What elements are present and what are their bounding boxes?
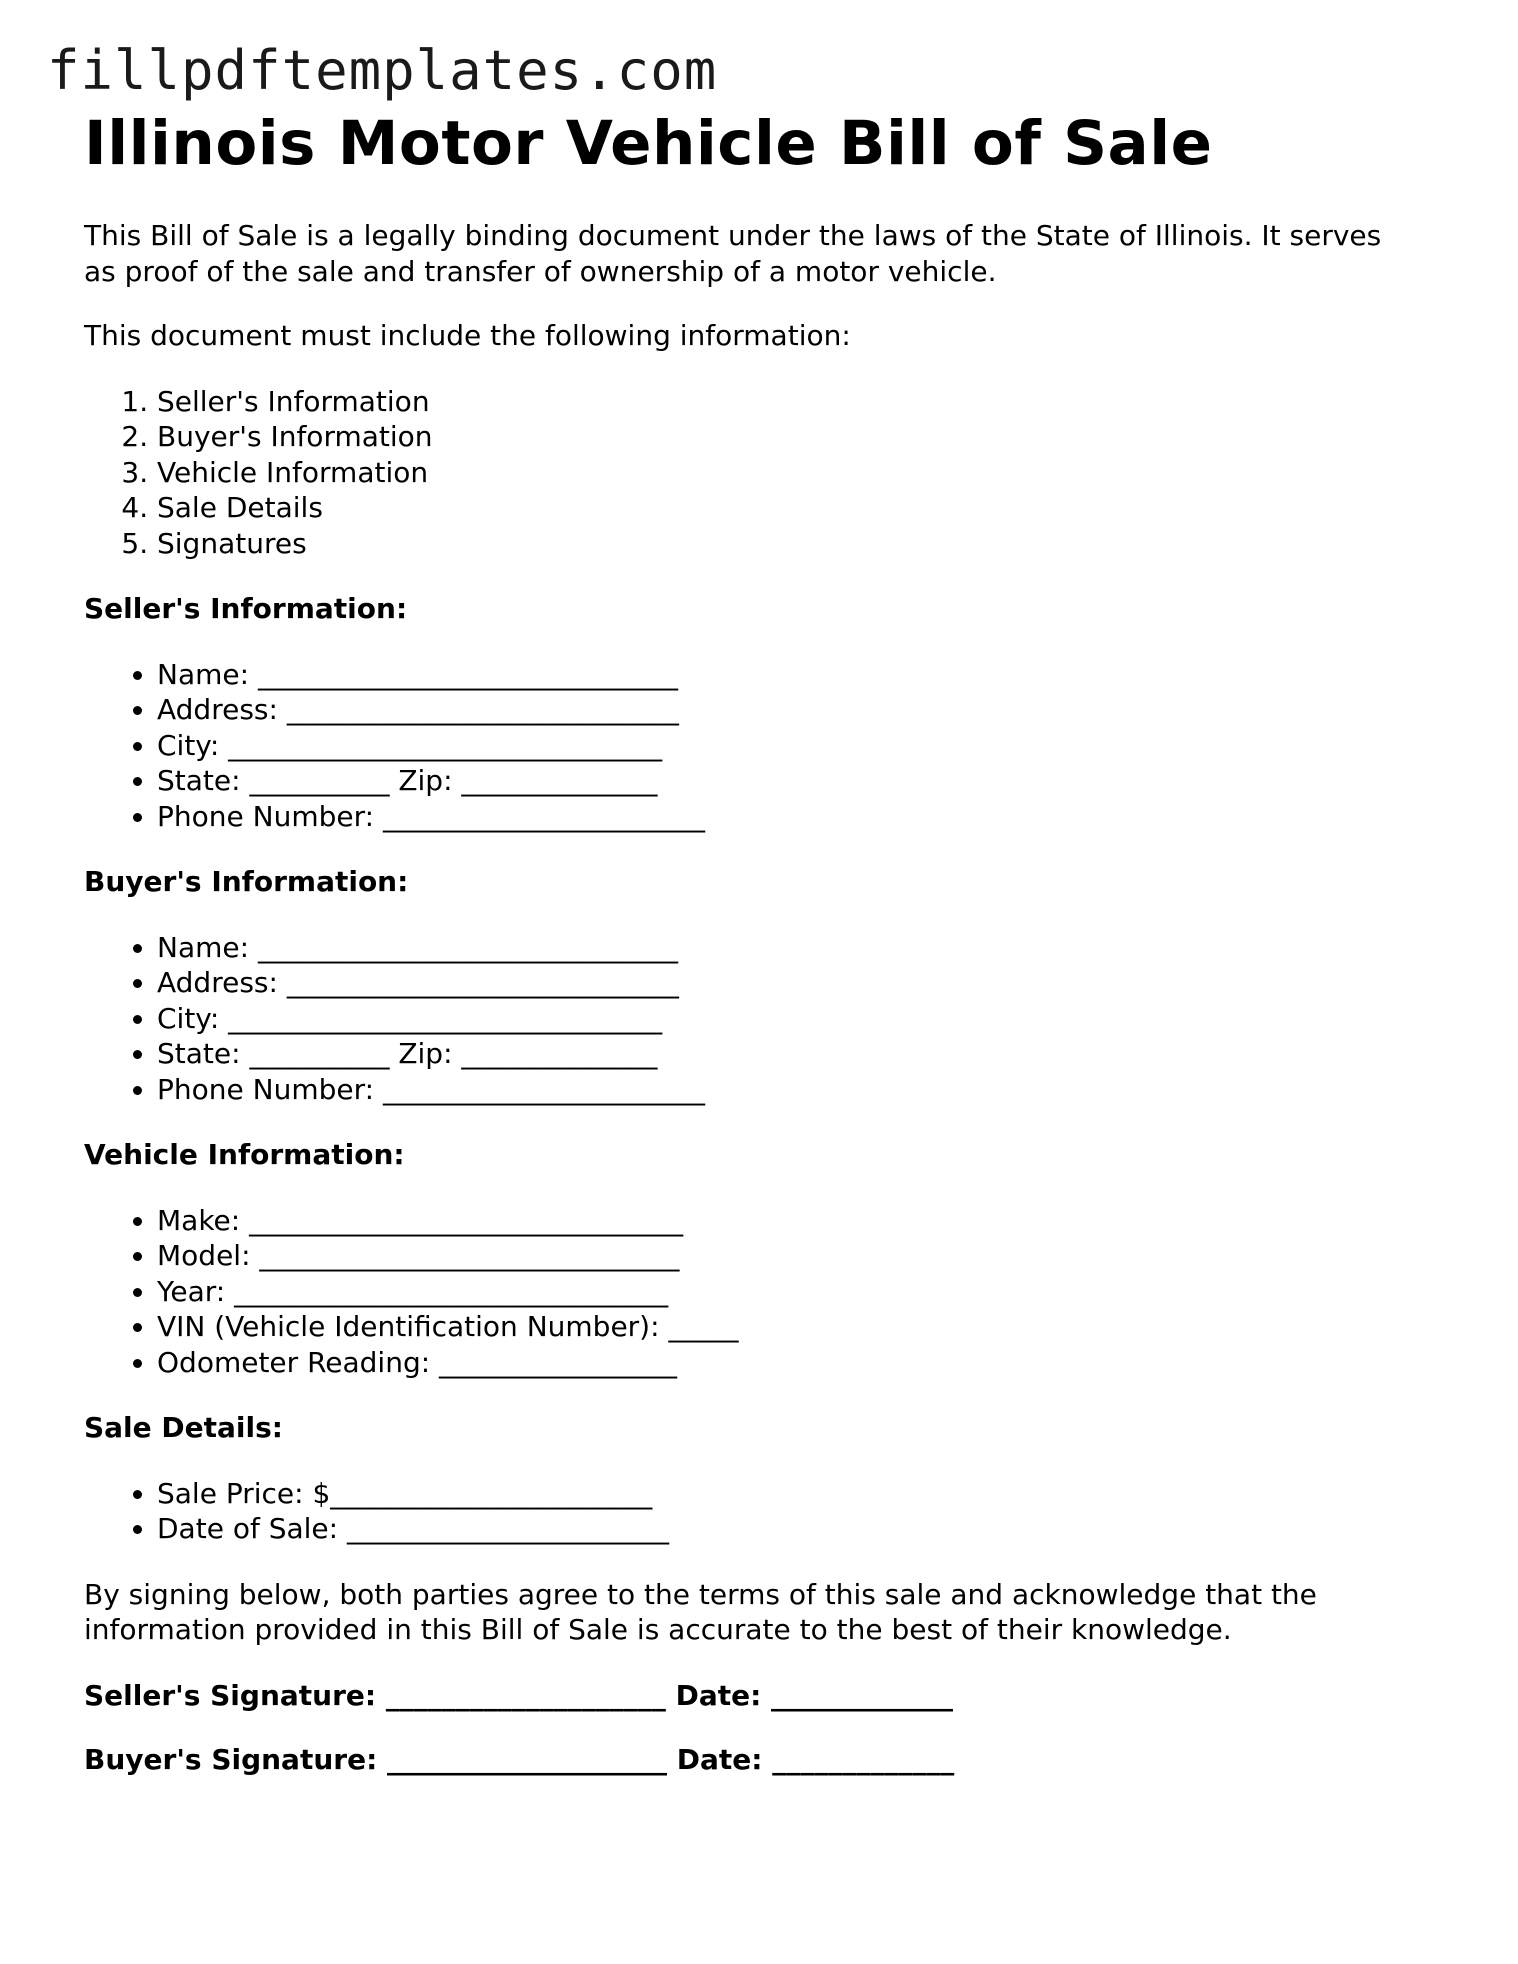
watermark-text: fillpdftemplates.com — [47, 39, 718, 102]
vehicle-heading: Vehicle Information: — [84, 1138, 405, 1171]
seller-heading: Seller's Information: — [84, 592, 408, 625]
sale-date-field: • Date of Sale: _______________________ — [157, 1511, 1414, 1547]
seller-phone-field: • Phone Number: _______________________ — [157, 799, 1414, 835]
vehicle-year-field: • Year: _______________________________ — [157, 1274, 1414, 1310]
intro-paragraph: This Bill of Sale is a legally binding document under the laws of the State of Illinois. It serves as proof of the sale and transfer of ownership of a motor vehicle. — [84, 219, 1382, 288]
seller-name-field: • Name: ______________________________ — [157, 657, 1414, 693]
seller-state-zip-field: • State: __________ Zip: ______________ — [157, 763, 1414, 799]
buyer-address-field: • Address: ____________________________ — [157, 965, 1414, 1001]
requirement-item: 2. Buyer's Information — [157, 419, 1414, 455]
sale-fields — [84, 1476, 1414, 1547]
vehicle-make-field: • Make: _______________________________ — [157, 1203, 1414, 1239]
requirements-lead: This document must include the following information: — [84, 319, 851, 352]
requirement-item: 1. Seller's Information — [157, 384, 1414, 420]
document-title: Illinois Motor Vehicle Bill of Sale — [84, 108, 1213, 179]
vehicle-fields — [84, 1203, 1414, 1381]
agreement-paragraph: By signing below, both parties agree to the terms of this sale and acknowledge that the information provided in this Bill of Sale is accurate to the best of their knowledge. — [84, 1577, 1317, 1646]
buyer-phone-field: • Phone Number: _______________________ — [157, 1072, 1414, 1108]
buyer-state-zip-field: • State: __________ Zip: ______________ — [157, 1036, 1414, 1072]
vehicle-odometer-field: • Odometer Reading: _________________ — [157, 1345, 1414, 1381]
sale-heading: Sale Details: — [84, 1411, 283, 1444]
seller-city-field: • City: _______________________________ — [157, 728, 1414, 764]
buyer-fields — [84, 930, 1414, 1108]
seller-address-field: • Address: ____________________________ — [157, 692, 1414, 728]
requirement-item: 5. Signatures — [157, 526, 1414, 562]
requirements-list — [84, 384, 1414, 562]
buyer-name-field: • Name: ______________________________ — [157, 930, 1414, 966]
buyer-city-field: • City: _______________________________ — [157, 1001, 1414, 1037]
seller-signature-line: Seller's Signature: ____________________ Date: _____________ — [84, 1678, 954, 1712]
requirement-item: 3. Vehicle Information — [157, 455, 1414, 491]
seller-fields — [84, 657, 1414, 835]
buyer-heading: Buyer's Information: — [84, 865, 409, 898]
vehicle-vin-field: • VIN (Vehicle Identification Number): _____ — [157, 1309, 1414, 1345]
document-page — [84, 108, 1414, 1778]
vehicle-model-field: • Model: ______________________________ — [157, 1238, 1414, 1274]
sale-price-field: • Sale Price: $_______________________ — [157, 1476, 1414, 1512]
buyer-signature-line: Buyer's Signature: ____________________ Date: _____________ — [84, 1743, 955, 1776]
requirement-item: 4. Sale Details — [157, 490, 1414, 526]
